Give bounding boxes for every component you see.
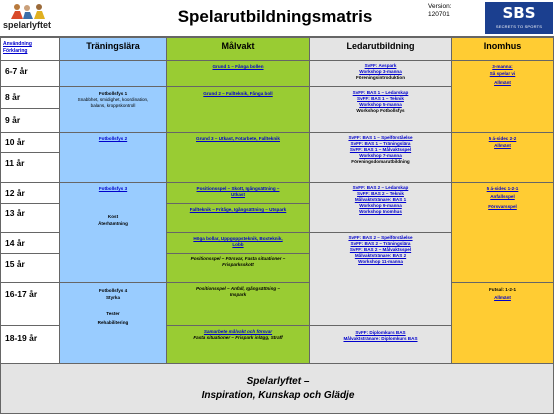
malvaktstranare-diplom-link[interactable]: Målvaktstränare: Diplomkurs BAS [343,336,418,341]
fasta-situationer-text: Fasta situationer – Frispark inlägg, Straff [193,335,283,340]
bas1-ledarskap-link[interactable]: SvFF: BAS 1 – Ledarskap [352,90,409,95]
rehab-text: Rehabilitering [97,320,129,325]
grund-2-link[interactable]: Grund 2 – Fallteknik, Fånga boll [203,91,273,96]
bas2-teknik-link[interactable]: SvFF: BAS 2 – Teknik [357,191,404,196]
player-logo-icon [3,3,57,21]
tester-text: Tester [106,311,120,316]
futsal-text: Futsal: 1-2-1 [488,287,517,292]
positionsspel-anfall-text: Positionsspel – Anfall, Igångsättning – [195,286,281,291]
fotbollsfys-4-title: Fotbollsfys 4 [98,288,128,293]
usage-link-line1[interactable]: Användning [3,41,32,47]
svff-avspark-link[interactable]: SvFF: Avspark [364,63,397,68]
ledar-header: Ledarutbildning [309,37,452,61]
bas1-traningslara-link[interactable]: SvFF: BAS 1 – Träningslära [350,141,411,146]
bas1-spelforstaelse-link[interactable]: SvFF: BAS 1 – Spelförståelse [348,135,413,140]
spelarlyftet-logo [3,3,57,33]
workshop-fotbollsfys-text: Workshop Fotbollsfys [356,108,405,113]
traning-cell-67 [59,60,167,87]
grund-1-link[interactable]: Grund 1 – Fånga bollen [212,64,264,69]
footer-line2: Inspiration, Kunskap och Glädje [201,390,355,401]
workshop-inomhus-link[interactable]: Workshop Inomhus [359,209,402,214]
fotbollsfys-1-title: Fotbollsfys 1 [98,91,128,96]
age-label: 18-19 år [5,333,38,343]
brand-tagline: SECRETS TO SPORTS [495,24,543,29]
age-label: 16-17 år [5,289,38,299]
fotbollsfys-2-link[interactable]: Fotbollsfys 2 [98,136,128,141]
positionsspel-skott-link[interactable]: Positionsspel – Skott, Igångsättning – [196,186,280,191]
positionsspel-skott-link[interactable]: Utkast [230,192,246,197]
brand-logo [485,2,553,34]
futsal-allmant-link[interactable]: Allmänt [494,295,511,300]
age-label: 8 år [5,92,21,102]
bas1-teknik-link[interactable]: SvFF: BAS 1 – Teknik [357,96,404,101]
fem-sidec-22-allmant-link[interactable]: Allmänt [494,143,511,148]
samarbete-link[interactable]: Samarbete målvakt och försvar [203,329,273,334]
bas2-malvaktsspel-link[interactable]: SvFF: BAS 2 – Målvaktsspel [349,247,412,252]
workshop-9-manna-link[interactable]: Workshop 9-manna [359,203,402,208]
workshop-11-manna-link[interactable]: Workshop 11-manna [358,259,403,264]
grund-3-link[interactable]: Grund 3 – Utkast, Fotarbete, Fallteknik [196,136,280,141]
brand-logo-text: SBS [502,4,536,22]
age-label: 11 år [5,158,25,168]
foreningsintroduktion-text: Föreningsintroduktion [356,75,405,80]
traning-header: Träningslära [59,37,167,61]
positionsspel-forsvar-text: Positionsspel – Försvar, Fasta situationer – [190,256,286,261]
sa-spelar-vi-link[interactable]: Så spelar vi [489,71,516,76]
workshop-3-manna-link[interactable]: Workshop 3-manna [359,69,402,74]
malvaktstranare-bas1-link[interactable]: Målvaktstränare: BAS 1 [354,197,407,202]
usage-header-cell [0,37,60,61]
kost-text: Kost [107,214,119,219]
tre-manna-link[interactable]: 3-manna: [492,64,513,69]
bas2-ledarskap-link[interactable]: SvFF: BAS 2 – Ledarskap [352,185,409,190]
age-label: 15 år [5,259,25,269]
styrka-text: Styrka [105,295,121,300]
age-label: 13 år [5,208,25,218]
version-value: 120701 [428,11,450,18]
header [0,0,554,37]
hoga-bollar-link[interactable]: Lobb [232,242,244,247]
page-title: Spelarutbildningsmatris [177,7,373,26]
diplomkurs-bas-link[interactable]: SvFF: Diplomkurs BAS [355,330,406,335]
fotbollsfys-1-desc: Snabbhet, smidighet, koordination, [77,97,149,102]
usage-link-line2[interactable]: Förklaring [3,48,28,54]
foreningsdomarutbildning-text: Föreningsdomarutbildning [351,159,410,164]
logo-text: spelarlyftet [3,20,52,30]
aterhamtning-text: Återhämtning [98,221,128,226]
workshop-7-manna-link[interactable]: Workshop 7-manna [359,153,402,158]
age-label: 12 år [5,188,25,198]
age-label: 14 år [5,238,25,248]
malvaktstranare-bas2-link[interactable]: Målvaktstränare: BAS 2 [354,253,407,258]
bas2-traningslara-link[interactable]: SvFF: BAS 2 – Träningslära [350,241,411,246]
bas2-spelforstaelse-link[interactable]: SvFF: BAS 2 – Spelförståelse [348,235,413,240]
tre-manna-allmant-link[interactable]: Allmänt [494,80,511,85]
footer [0,363,554,414]
anfallsspel-link[interactable]: Anfallsspel [490,194,515,199]
inomhus-header: Inomhus [451,37,554,61]
fallteknik-link[interactable]: Fallteknik – Fritåge, Igångsättning – Utspark [189,207,287,212]
bas1-malvaktsspel-link[interactable]: SvFF: BAS 1 – Målvaktsspel [349,147,412,152]
positionsspel-forsvar-text: Frisparksskott [222,262,254,267]
fotbollsfys-1-desc: balans, kroppskontroll [90,103,136,108]
fotbollsfys-3-link[interactable]: Fotbollsfys 3 [98,186,128,191]
malvakt-header: Målvakt [166,37,310,61]
positionsspel-anfall-text: Inspark [229,292,247,297]
workshop-5-manna-link[interactable]: Workshop 5-manna [359,102,402,107]
forsvarsspel-link[interactable]: Försvarsspel [488,204,517,209]
fem-sidec-121-link[interactable]: 5 á-sidec 1-2-1 [486,186,519,191]
footer-line1: Spelarlyftet – [246,376,310,387]
version-label: Version: [428,3,452,10]
age-label: 10 år [5,137,25,147]
traning-cell-1215 [59,182,167,283]
age-row-1819 [0,325,60,364]
fem-sidec-22-link[interactable]: 5 á-sidec 2-2 [488,136,517,141]
age-label: 6-7 år [5,66,28,76]
hoga-bollar-link[interactable]: Höga bollar, Uppgoppsteknik, Boxteknik, [193,236,283,241]
age-label: 9 år [5,115,21,125]
